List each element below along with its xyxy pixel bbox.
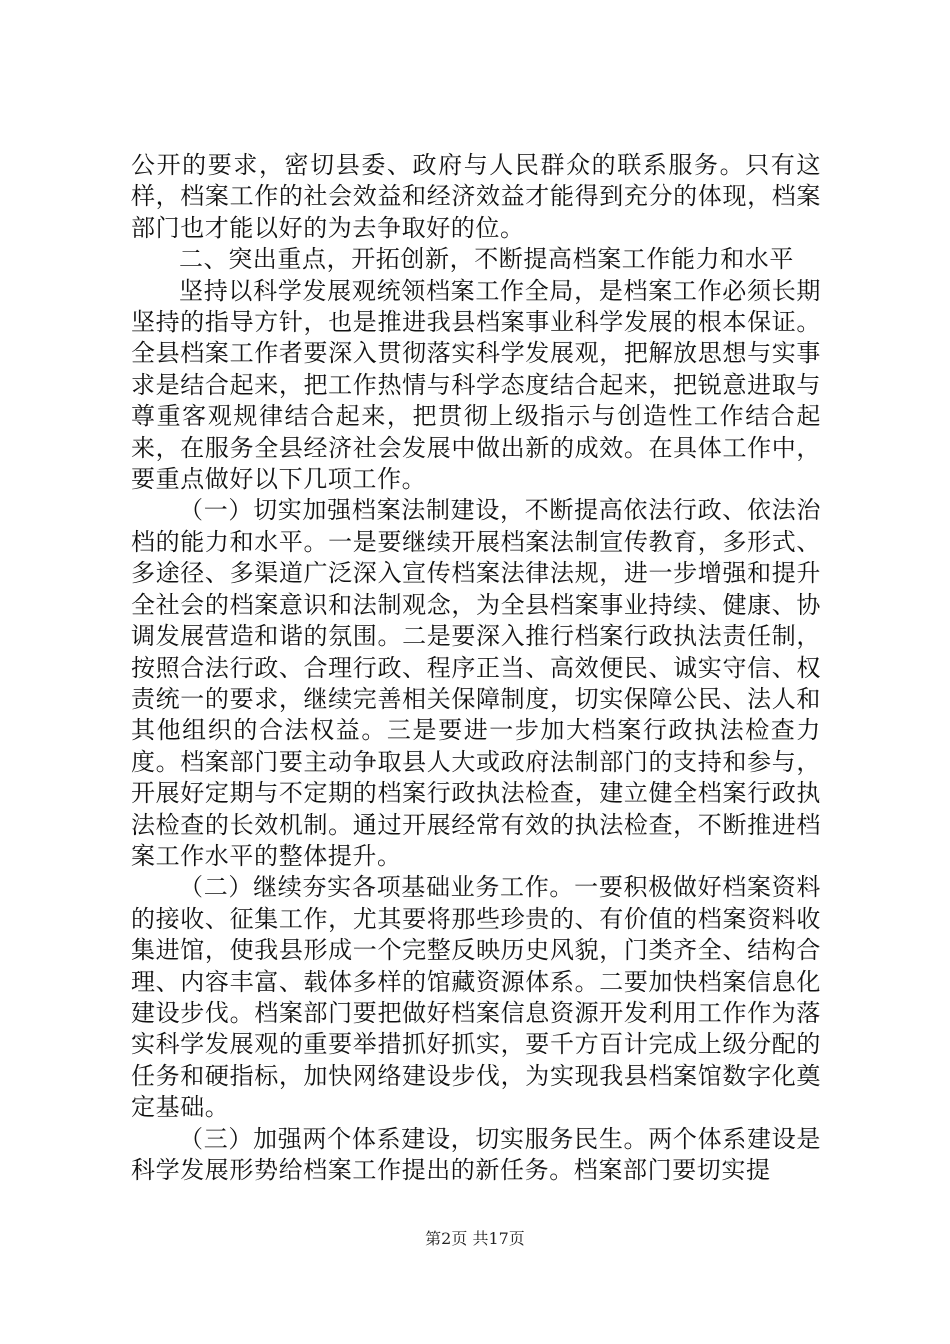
paragraph-continuation: 公开的要求，密切县委、政府与人民群众的联系服务。只有这样，档案工作的社会效益和经济效益才能得到充分的体现，档案部门也才能以好的为去争取好的位。 bbox=[131, 151, 821, 242]
document-body bbox=[131, 150, 821, 1186]
paragraph-item-1: （一）切实加强档案法制建设，不断提高依法行政、依法治档的能力和水平。一是要继续开展档案法制宣传教育，多形式、多途径、多渠道广泛深入宣传档案法律法规，进一步增强和提升全社会的档案意识和法制观念，为全县档案事业持续、健康、协调发展营造和谐的氛围。二是要深入推行档案行政执法责任制，按照合法行政、合理行政、程序正当、高效便民、诚实守信、权责统一的要求，继续完善相关保障制度，切实保障公民、法人和其他组织的合法权益。三是要进一步加大档案行政执法检查力度。档案部门要主动争取县人大或政府法制部门的支持和参与，开展好定期与不定期的档案行政执法检查，建立健全档案行政执法检查的长效机制。通过开展经常有效的执法检查，不断推进档案工作水平的整体提升。 bbox=[131, 496, 821, 870]
section-heading: 二、突出重点，开拓创新，不断提高档案工作能力和水平 bbox=[179, 245, 794, 274]
paragraph-guiding-principle: 坚持以科学发展观统领档案工作全局，是档案工作必须长期坚持的指导方针，也是推进我县档案事业科学发展的根本保证。全县档案工作者要深入贯彻落实科学发展观，把解放思想与实事求是结合起来，把工作热情与科学态度结合起来，把锐意进取与尊重客观规律结合起来，把贯彻上级指示与创造性工作结合起来，在服务全县经济社会发展中做出新的成效。在具体工作中，要重点做好以下几项工作。 bbox=[131, 276, 821, 494]
paragraph-item-2: （二）继续夯实各项基础业务工作。一要积极做好档案资料的接收、征集工作，尤其要将那些珍贵的、有价值的档案资料收集进馆，使我县形成一个完整反映历史风貌，门类齐全、结构合理、内容丰富、载体多样的馆藏资源体系。二要加快档案信息化建设步伐。档案部门要把做好档案信息资源开发利用工作作为落实科学发展观的重要举措抓好抓实，要千方百计完成上级分配的任务和硬指标，加快网络建设步伐，为实现我县档案馆数字化奠定基础。 bbox=[131, 873, 821, 1122]
paragraph-item-3: （三）加强两个体系建设，切实服务民生。两个体系建设是科学发展形势给档案工作提出的新任务。档案部门要切实提 bbox=[131, 1124, 821, 1184]
page-number-footer: 第2页 共17页 bbox=[425, 1229, 525, 1248]
